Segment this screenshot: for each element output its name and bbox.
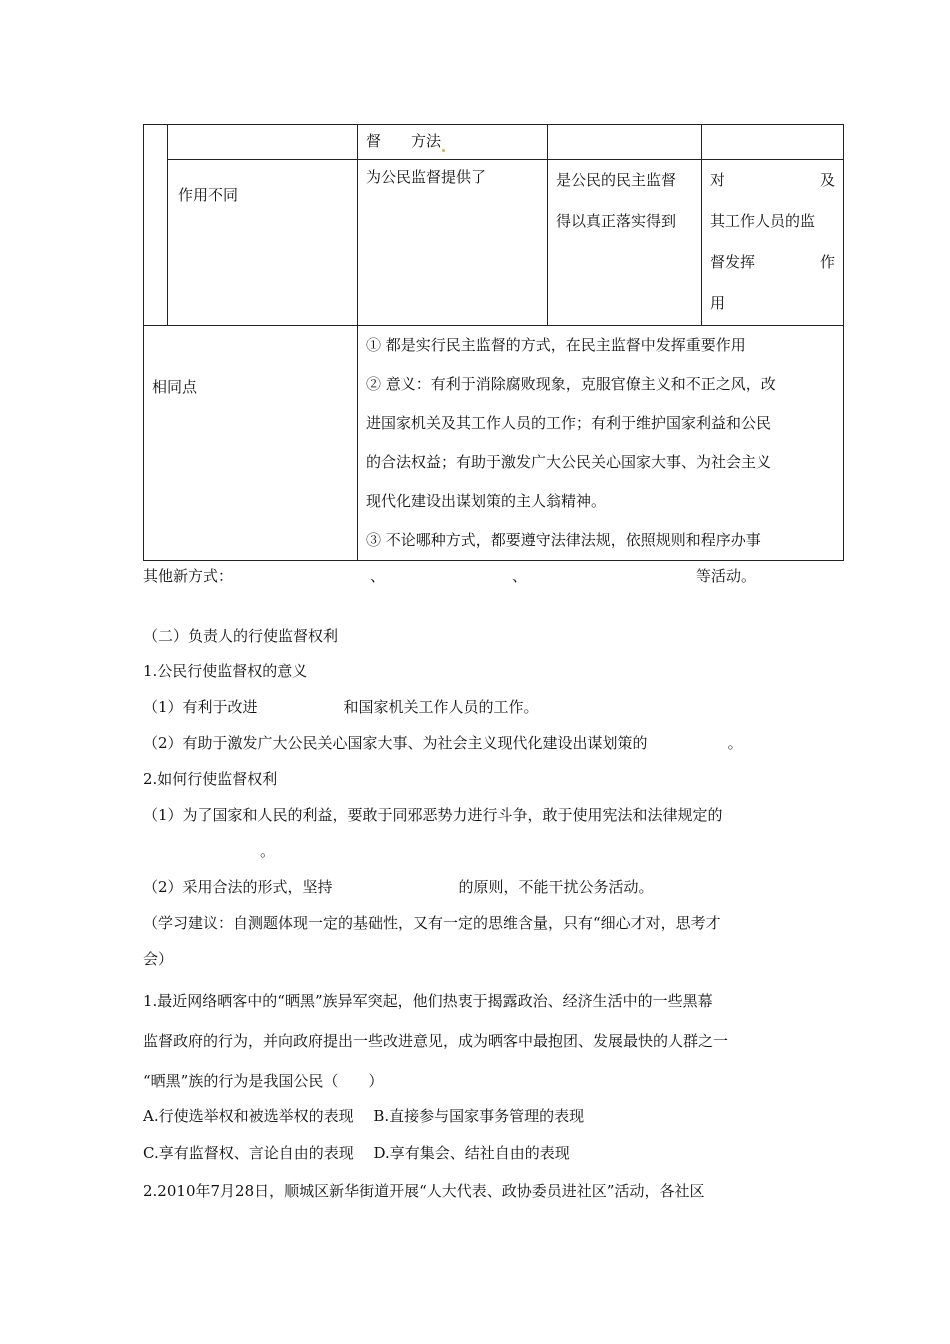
blank-separator: 、 (370, 567, 386, 585)
table-text: 其工作人员的监 (710, 212, 816, 230)
row-label: 相同点 (152, 378, 198, 396)
row-label: 作用不同 (178, 186, 239, 204)
table-text: ② 意义：有利于消除腐败现象，克服官僚主义和不正之风，改 (366, 375, 776, 393)
paragraph-text: 。 (727, 734, 743, 752)
subheading: 2.如何行使监督权利 (143, 770, 278, 788)
question-options: A.行使选举权和被选举权的表现 B.直接参与国家事务管理的表现 (143, 1107, 585, 1125)
question-text: “晒黑”族的行为是我国公民（ ） (143, 1072, 384, 1090)
table-text: 进国家机关及其工作人员的工作；有利于维护国家利益和公民 (366, 414, 772, 432)
table-cell (358, 326, 844, 561)
table-text: 现代化建设出谋划策的主人翁精神。 (366, 492, 607, 510)
comparison-table (143, 124, 844, 561)
paragraph (143, 696, 539, 717)
table-cell (168, 125, 358, 160)
other-label: 其他新方式： (143, 567, 234, 585)
table-cell (144, 125, 168, 326)
table-row (144, 125, 844, 160)
paragraph-text: 和国家机关工作人员的工作。 (343, 698, 539, 716)
table-text: 是公民的民主监督 (556, 171, 677, 189)
section-heading: （二）负责人的行使监督权利 (143, 627, 339, 645)
paragraph-text: （学习建议：自测题体现一定的基础性，又有一定的思维含量，只有“细心才对，思考才 (143, 914, 721, 932)
table-text: ① 都是实行民主监督的方式，在民主监督中发挥重要作用 (366, 336, 746, 354)
paragraph-end: 。 (260, 842, 276, 860)
subheading: 1.公民行使监督权的意义 (143, 662, 308, 680)
table-row (144, 160, 844, 326)
paragraph-text: （2）采用合法的形式，坚持 (143, 878, 333, 896)
paragraph (143, 732, 743, 753)
table-cell (358, 160, 548, 326)
table-cell (702, 160, 844, 326)
paragraph-text: （2）有助于激发广大公民关心国家大事、为社会主义现代化建设出谋划策的 (143, 734, 648, 752)
table-text: ③ 不论哪种方式，都要遵守法律法规，依照规则和程序办事 (366, 531, 761, 549)
study-advice (143, 912, 721, 933)
table-text: 作 (819, 253, 835, 271)
table-row (144, 326, 844, 561)
question-text: 监督政府的行为，并向政府提出一些改进意见，成为晒客中最抱团、发展最快的人群之一 (143, 1032, 729, 1050)
question-options: C.享有监督权、言论自由的表现 D.享有集会、结社自由的表现 (143, 1144, 570, 1162)
table-cell (702, 125, 844, 160)
table-text: 为公民监督提供了 (366, 168, 487, 186)
other-tail: 等活动。 (696, 567, 757, 585)
table-text: 督发挥 (710, 253, 756, 271)
table-text: 用 (710, 294, 726, 312)
table-text: 及 (819, 171, 835, 189)
table-cell (144, 326, 358, 561)
table-cell (168, 160, 358, 326)
table-cell (358, 125, 548, 160)
table-text: 得以真正落实得到 (556, 212, 677, 230)
paragraph: （1）为了国家和人民的利益，要敢于同邪恶势力进行斗争，敢于使用宪法和法律规定的 (143, 806, 723, 824)
paragraph-text: 的原则，不能干扰公务活动。 (458, 878, 654, 896)
blank-separator: 、 (512, 567, 528, 585)
other-methods-line (143, 565, 233, 586)
paragraph (143, 876, 654, 897)
table-cell (548, 125, 702, 160)
table-text: 的合法权益；有助于激发广大公民关心国家大事、为社会主义 (366, 453, 772, 471)
study-advice-cont: 会） (143, 950, 174, 968)
question-text: 1.最近网络晒客中的“晒黑”族异军突起，他们热衷于揭露政治、经济生活中的一些黑幕 (143, 992, 713, 1010)
table-text: 对 (710, 171, 726, 189)
question-text: 2.2010年7月28日，顺城区新华街道开展“人大代表、政协委员进社区”活动，各社区 (143, 1182, 705, 1200)
paragraph-text: （1）有利于改进 (143, 698, 258, 716)
table-text: 督 方法 (366, 132, 442, 150)
table-cell (548, 160, 702, 326)
